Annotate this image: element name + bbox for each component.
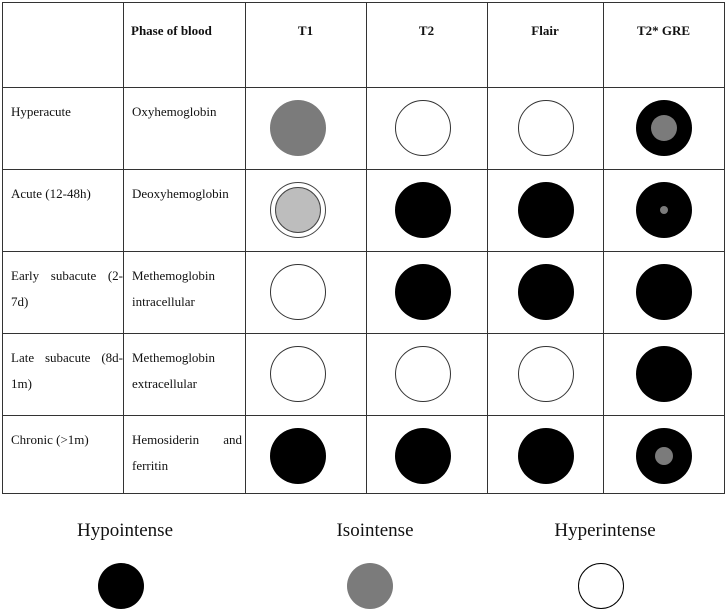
- row-phase-methemoglobin-intracellular: Methemoglobin intracellular: [132, 268, 216, 309]
- t2-hypointense-circle: [395, 182, 451, 238]
- header-t1: T1: [297, 23, 314, 38]
- flair-hyperintense-circle: [518, 100, 574, 156]
- column-divider: [245, 3, 246, 493]
- legend-swatch-isointense: [347, 563, 393, 609]
- row-divider: [3, 87, 724, 88]
- header-gre: T2* GRE: [636, 23, 691, 38]
- gre-hypointense-rim-circle: [636, 428, 692, 484]
- column-divider: [487, 3, 488, 493]
- row-phase-hemosiderin-ferritin: Hemosiderin and ferritin: [132, 432, 242, 473]
- gre-hypointense-circle: [636, 264, 692, 320]
- gre-hypointense-circle: [636, 346, 692, 402]
- legend-swatch-hyperintense: [578, 563, 624, 609]
- column-divider: [366, 3, 367, 493]
- gre-isointense-center: [651, 115, 677, 141]
- legend-label-hyperintense: Hyperintense: [554, 520, 656, 541]
- flair-hypointense-circle: [518, 182, 574, 238]
- row-stage-chronic: Chronic (>1m): [11, 432, 89, 447]
- t2-hypointense-circle: [395, 264, 451, 320]
- t1-hyperintense-circle: [270, 346, 326, 402]
- mri-blood-table: [2, 2, 725, 494]
- t1-hypointense-circle: [270, 428, 326, 484]
- gre-hypointense-circle: [636, 182, 692, 238]
- row-phase-oxyhemoglobin: Oxyhemoglobin: [132, 104, 217, 119]
- legend-swatch-hypointense: [98, 563, 144, 609]
- row-stage-early-subacute: Early subacute (2-7d): [11, 268, 123, 309]
- gre-hypointense-rim-circle: [636, 100, 692, 156]
- header-flair: Flair: [531, 23, 559, 38]
- row-divider: [3, 415, 724, 416]
- flair-hyperintense-circle: [518, 346, 574, 402]
- t1-hyperintense-circle: [270, 264, 326, 320]
- row-phase-methemoglobin-extracellular: Methemoglobin extracellular: [132, 350, 216, 391]
- row-divider: [3, 169, 724, 170]
- row-stage-late-subacute: Late subacute (8d-1m): [11, 350, 123, 391]
- row-divider: [3, 333, 724, 334]
- flair-hypointense-circle: [518, 428, 574, 484]
- row-divider: [3, 251, 724, 252]
- t2-hyperintense-circle: [395, 100, 451, 156]
- flair-hypointense-circle: [518, 264, 574, 320]
- legend-label-isointense: Isointense: [336, 520, 414, 541]
- row-phase-deoxyhemoglobin: Deoxyhemoglobin: [132, 186, 229, 201]
- t2-hyperintense-circle: [395, 346, 451, 402]
- row-stage-hyperacute: Hyperacute: [11, 104, 71, 119]
- t1-isointense-ring-circle: [270, 182, 326, 238]
- row-stage-acute: Acute (12-48h): [11, 186, 91, 201]
- header-phase: Phase of blood: [131, 23, 212, 38]
- t1-inner-circle: [275, 187, 321, 233]
- column-divider: [603, 3, 604, 493]
- t2-hypointense-circle: [395, 428, 451, 484]
- legend-label-hypointense: Hypointense: [76, 520, 174, 541]
- t1-isointense-circle: [270, 100, 326, 156]
- gre-small-center-dot: [660, 206, 668, 214]
- column-divider: [123, 3, 124, 493]
- gre-isointense-center: [655, 447, 673, 465]
- header-t2: T2: [418, 23, 435, 38]
